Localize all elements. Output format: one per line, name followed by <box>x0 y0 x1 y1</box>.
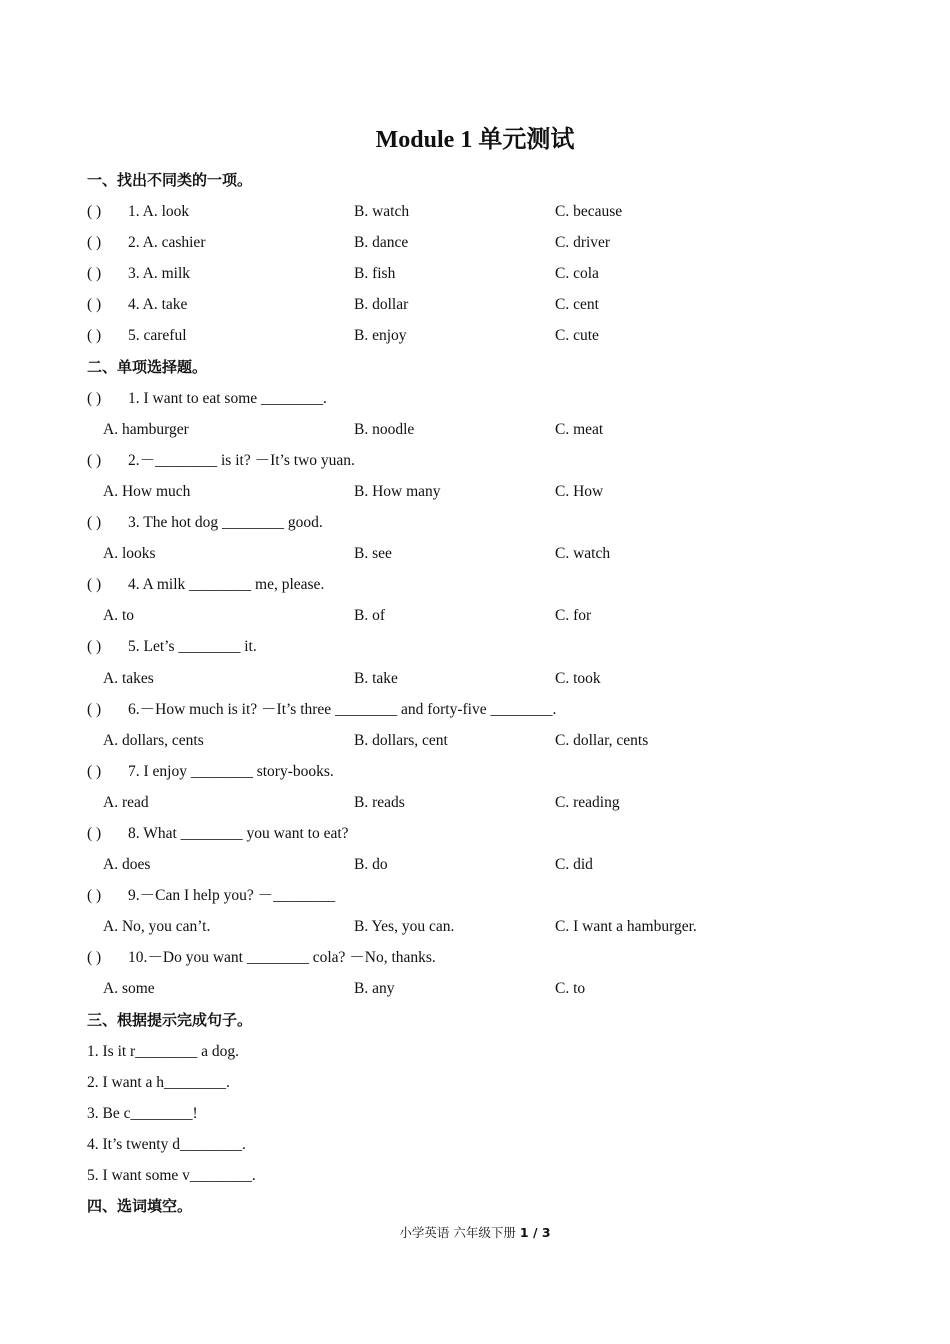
s2-question-8 <box>87 818 867 849</box>
s2-question-6 <box>87 694 867 725</box>
option-b: B. fish <box>354 265 396 283</box>
option-b: B. see <box>354 545 392 563</box>
answer-blank: ( ) <box>87 762 102 780</box>
answer-blank: ( ) <box>87 576 102 594</box>
answer-blank: ( ) <box>87 638 102 656</box>
option-b: B. any <box>354 980 395 998</box>
answer-blank: ( ) <box>87 514 102 532</box>
question-text: 10.－Do you want ________ cola? －No, thanks. <box>128 949 436 967</box>
s1-question-2 <box>87 227 867 258</box>
question-text: 2.－________ is it? －It’s two yuan. <box>128 451 355 469</box>
question-text: 3. The hot dog ________ good. <box>128 514 323 532</box>
option-c: C. dollar, cents <box>555 731 649 749</box>
s2-options-10 <box>87 973 867 1004</box>
option-c: C. meat <box>555 420 604 438</box>
option-b: B. watch <box>354 203 410 221</box>
option-a: A. some <box>103 980 155 998</box>
s2-question-10 <box>87 942 867 973</box>
answer-blank: ( ) <box>87 203 102 221</box>
s1-question-3 <box>87 258 867 289</box>
question-text: 6.－How much is it? －It’s three ________ and forty-five ________. <box>128 700 557 718</box>
question-text: 1. I want to eat some ________. <box>128 389 327 407</box>
s2-question-1 <box>87 383 867 414</box>
answer-blank: ( ) <box>87 327 102 345</box>
option-a: 3. A. milk <box>128 265 191 283</box>
option-b: B. dollars, cent <box>354 731 448 749</box>
page-number: 1 / 3 <box>519 1225 551 1240</box>
option-a: A. No, you can’t. <box>103 918 211 936</box>
answer-blank: ( ) <box>87 824 102 842</box>
option-c: C. I want a hamburger. <box>555 918 697 936</box>
s3-sentence-2: 2. I want a h________. <box>87 1073 230 1091</box>
option-c: C. cola <box>555 265 599 283</box>
option-a: A. takes <box>103 669 154 687</box>
s2-options-5 <box>87 663 867 694</box>
answer-blank: ( ) <box>87 389 102 407</box>
s2-options-6 <box>87 725 867 756</box>
answer-blank: ( ) <box>87 265 102 283</box>
option-a: A. does <box>103 856 151 874</box>
s3-sentence-4: 4. It’s twenty d________. <box>87 1135 246 1153</box>
s2-options-4 <box>87 600 867 631</box>
s1-question-1 <box>87 196 867 227</box>
s2-question-2 <box>87 445 867 476</box>
option-c: C. cute <box>555 327 599 345</box>
s2-question-3 <box>87 507 867 538</box>
answer-blank: ( ) <box>87 296 102 314</box>
option-b: B. enjoy <box>354 327 407 345</box>
option-a: 2. A. cashier <box>128 234 206 252</box>
s3-sentence-1: 1. Is it r________ a dog. <box>87 1042 239 1060</box>
question-text: 5. Let’s ________ it. <box>128 638 257 656</box>
question-text: 4. A milk ________ me, please. <box>128 576 325 594</box>
option-b: B. take <box>354 669 398 687</box>
option-a: A. How much <box>103 482 191 500</box>
page-title: Module 1 单元测试 <box>375 127 575 153</box>
option-a: 5. careful <box>128 327 187 345</box>
s2-options-3 <box>87 538 867 569</box>
s2-options-1 <box>87 414 867 445</box>
option-c: C. took <box>555 669 601 687</box>
option-b: B. of <box>354 607 385 625</box>
option-b: B. do <box>354 856 388 874</box>
option-a: A. to <box>103 607 134 625</box>
answer-blank: ( ) <box>87 700 102 718</box>
s2-options-2 <box>87 476 867 507</box>
option-a: A. dollars, cents <box>103 731 204 749</box>
s2-question-7 <box>87 756 867 787</box>
option-c: C. to <box>555 980 586 998</box>
s3-sentence-3: 3. Be c________! <box>87 1104 198 1122</box>
option-c: C. did <box>555 856 593 874</box>
s1-question-4 <box>87 289 867 320</box>
answer-blank: ( ) <box>87 234 102 252</box>
option-a: A. hamburger <box>103 420 189 438</box>
option-c: C. watch <box>555 545 611 563</box>
option-a: A. read <box>103 793 149 811</box>
option-c: C. for <box>555 607 592 625</box>
s2-question-4 <box>87 569 867 600</box>
s1-question-5 <box>87 320 867 351</box>
section-4-heading: 四、选词填空。 <box>87 1197 193 1216</box>
option-c: C. cent <box>555 296 599 314</box>
option-b: B. noodle <box>354 420 415 438</box>
option-c: C. How <box>555 482 604 500</box>
s3-sentence-5: 5. I want some v________. <box>87 1167 256 1184</box>
option-c: C. reading <box>555 793 620 811</box>
footer-label: 小学英语 六年级下册 <box>399 1225 516 1240</box>
option-b: B. dollar <box>354 296 409 314</box>
s2-options-7 <box>87 787 867 818</box>
section-1-heading: 一、找出不同类的一项。 <box>87 171 253 189</box>
section-2-heading: 二、单项选择题。 <box>87 357 208 376</box>
page-footer <box>0 1223 950 1243</box>
question-text: 7. I enjoy ________ story-books. <box>128 762 334 780</box>
answer-blank: ( ) <box>87 887 102 905</box>
question-text: 8. What ________ you want to eat? <box>128 824 349 842</box>
s2-options-9 <box>87 911 867 942</box>
option-c: C. because <box>555 203 623 221</box>
question-text: 9.－Can I help you? －________ <box>128 887 336 905</box>
answer-blank: ( ) <box>87 451 102 469</box>
option-b: B. dance <box>354 234 409 252</box>
option-c: C. driver <box>555 234 611 252</box>
worksheet-body <box>87 165 867 1222</box>
s2-options-8 <box>87 849 867 880</box>
option-b: B. How many <box>354 482 441 500</box>
option-a: 1. A. look <box>128 203 190 221</box>
section-3-heading: 三、根据提示完成句子。 <box>87 1010 253 1029</box>
s2-question-5 <box>87 631 867 662</box>
s2-question-9 <box>87 880 867 911</box>
option-a: A. looks <box>103 545 156 563</box>
option-a: 4. A. take <box>128 296 188 314</box>
answer-blank: ( ) <box>87 949 102 967</box>
option-b: B. Yes, you can. <box>354 918 455 936</box>
option-b: B. reads <box>354 793 405 811</box>
